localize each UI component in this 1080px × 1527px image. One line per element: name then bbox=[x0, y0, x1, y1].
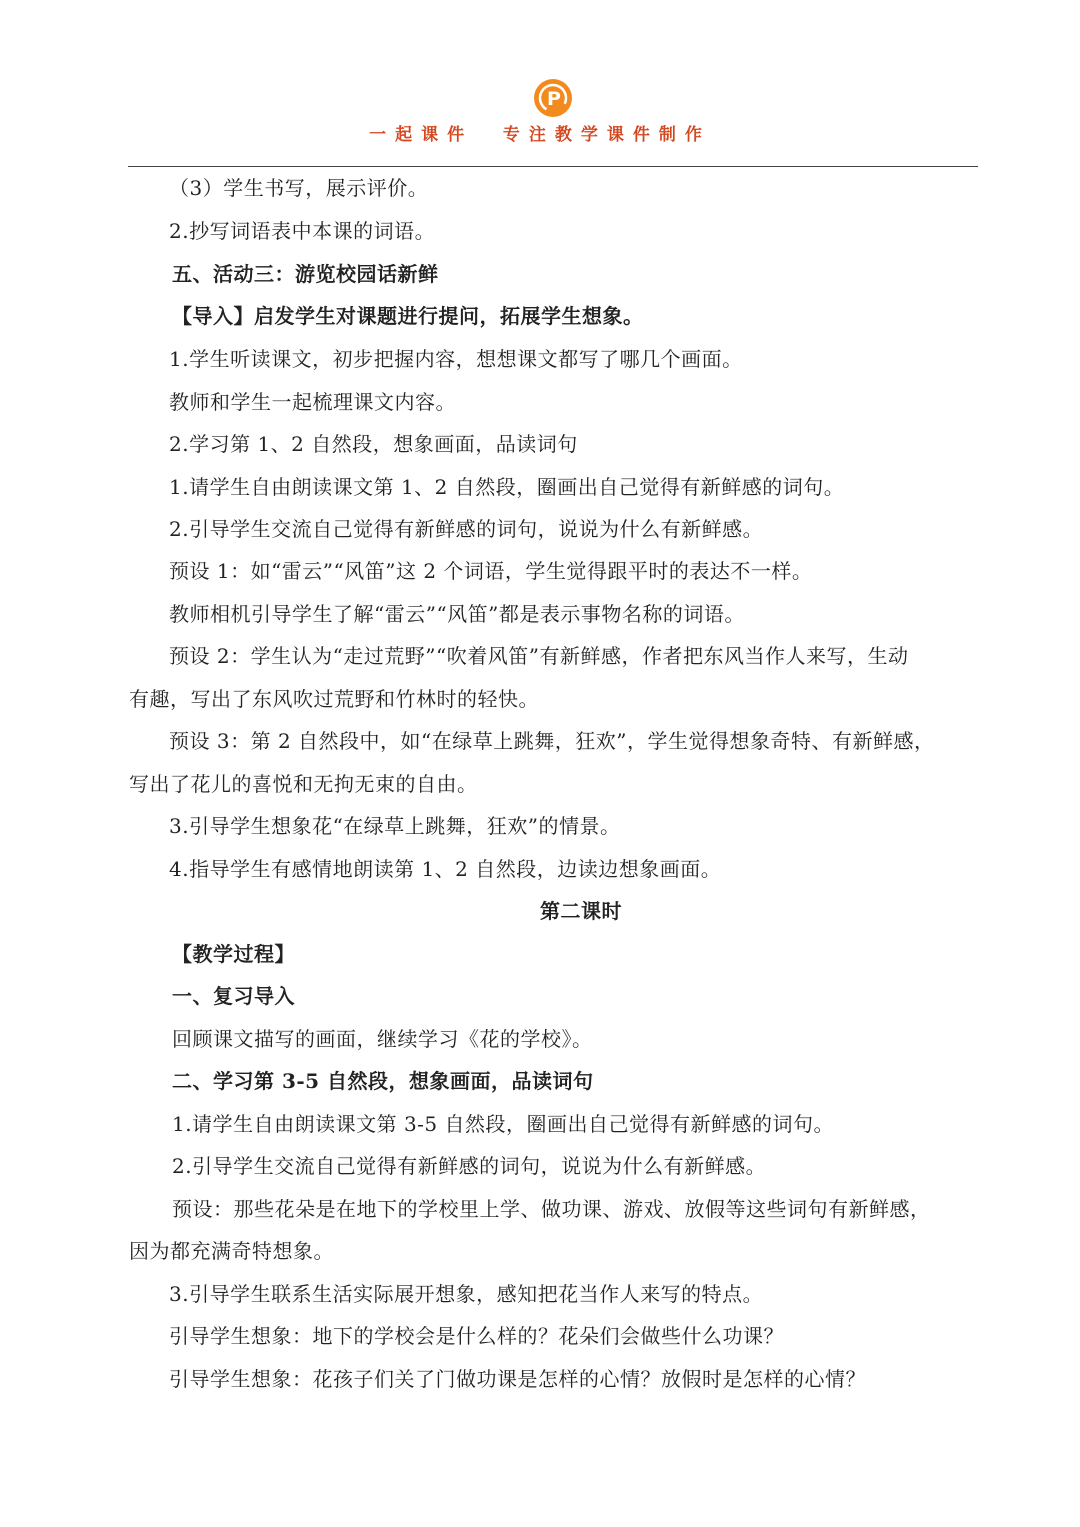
section-intro: 【导入】启发学生对课题进行提问，拓展学生想象。 bbox=[172, 304, 644, 328]
paragraph-line: 1.请学生自由朗读课文第 3-5 自然段，圈画出自己觉得有新鲜感的词句。 bbox=[172, 1112, 835, 1136]
paragraph-line: 2.抄写词语表中本课的词语。 bbox=[169, 219, 436, 243]
paragraph-line: 3.引导学生联系生活实际展开想象，感知把花当作人来写的特点。 bbox=[169, 1282, 764, 1306]
page-header bbox=[0, 0, 1080, 170]
paragraph-line: 引导学生想象：花孩子们关了门做功课是怎样的心情？放假时是怎样的心情？ bbox=[169, 1367, 866, 1391]
lesson-title: 第二课时 bbox=[540, 899, 622, 923]
paragraph-line: 因为都充满奇特想象。 bbox=[129, 1239, 334, 1263]
paragraph-line: 1.请学生自由朗读课文第 1、2 自然段，圈画出自己觉得有新鲜感的词句。 bbox=[169, 475, 845, 499]
paragraph-line: 回顾课文描写的画面，继续学习《花的学校》。 bbox=[172, 1027, 593, 1051]
paragraph-line: 引导学生想象：地下的学校会是什么样的？花朵们会做些什么功课？ bbox=[169, 1324, 784, 1348]
logo-letter: P bbox=[547, 88, 561, 110]
paragraph-line: 预设：那些花朵是在地下的学校里上学、做功课、游戏、放假等这些词句有新鲜感， bbox=[172, 1197, 931, 1221]
paragraph-line: 2.引导学生交流自己觉得有新鲜感的词句，说说为什么有新鲜感。 bbox=[169, 517, 764, 541]
header-tagline: 一起课件 专注教学课件制作 bbox=[369, 125, 711, 145]
paragraph-line: 4.指导学生有感情地朗读第 1、2 自然段，边读边想象画面。 bbox=[169, 857, 722, 881]
paragraph-line: 写出了花儿的喜悦和无拘无束的自由。 bbox=[129, 772, 478, 796]
paragraph-line: 1.学生听读课文，初步把握内容，想想课文都写了哪几个画面。 bbox=[169, 347, 743, 371]
paragraph-line: 预设 2：学生认为“走过荒野”“吹着风笛”有新鲜感，作者把东风当作人来写，生动 bbox=[169, 644, 909, 668]
section-heading: 【教学过程】 bbox=[172, 942, 295, 966]
paragraph-line: （3）学生书写，展示评价。 bbox=[169, 176, 429, 200]
paragraph-line: 教师相机引导学生了解“雷云”“风笛”都是表示事物名称的词语。 bbox=[169, 602, 745, 626]
paragraph-line: 有趣，写出了东风吹过荒野和竹林时的轻快。 bbox=[129, 687, 539, 711]
paragraph-line: 预设 3：第 2 自然段中，如“在绿草上跳舞，狂欢”，学生觉得想象奇特、有新鲜感， bbox=[169, 729, 935, 753]
paragraph-line: 教师和学生一起梳理课文内容。 bbox=[169, 390, 456, 414]
paragraph-line: 2.学习第 1、2 自然段，想象画面，品读词句 bbox=[169, 432, 578, 456]
paragraph-line: 2.引导学生交流自己觉得有新鲜感的词句，说说为什么有新鲜感。 bbox=[172, 1154, 767, 1178]
header-divider bbox=[128, 166, 978, 167]
logo-icon bbox=[533, 78, 573, 118]
section-heading: 五、活动三：游览校园话新鲜 bbox=[172, 262, 439, 286]
paragraph-line: 预设 1：如“雷云”“风笛”这 2 个词语，学生觉得跟平时的表达不一样。 bbox=[169, 559, 813, 583]
paragraph-line: 3.引导学生想象花“在绿草上跳舞，狂欢”的情景。 bbox=[169, 814, 621, 838]
section-heading: 二、学习第 3-5 自然段，想象画面，品读词句 bbox=[172, 1069, 594, 1093]
section-heading: 一、复习导入 bbox=[172, 984, 295, 1008]
